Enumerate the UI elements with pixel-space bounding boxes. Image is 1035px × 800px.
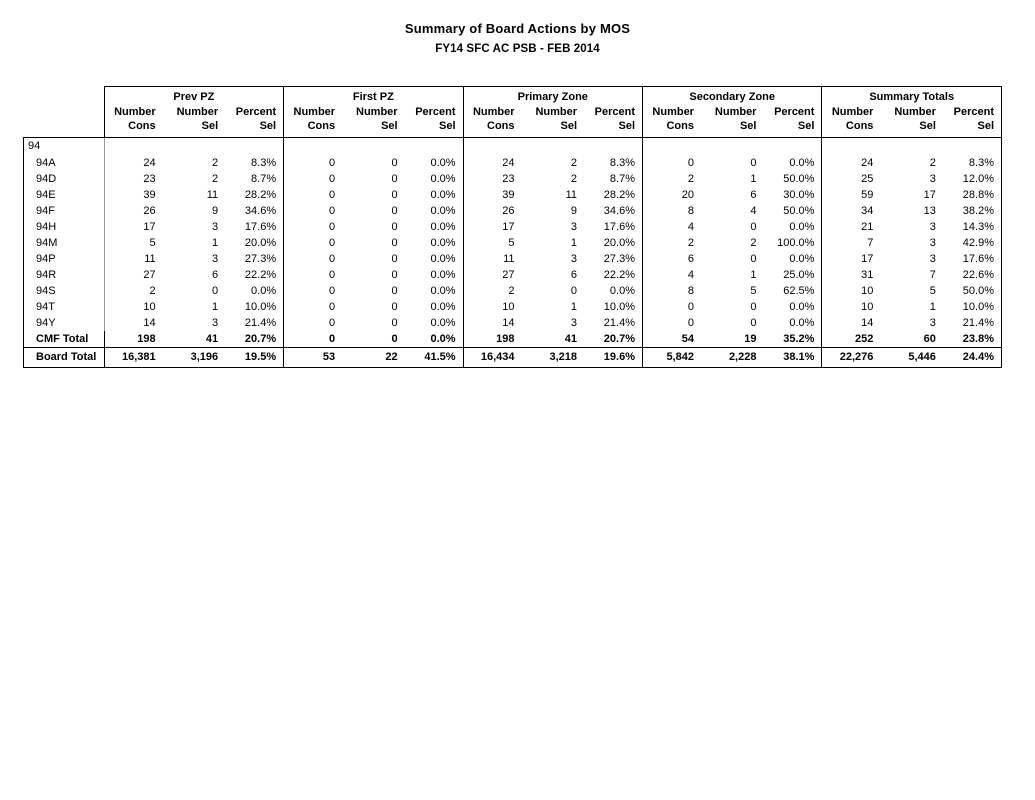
label-column-subheader — [24, 105, 105, 138]
cell-primary-number-cons: 17 — [463, 219, 521, 235]
subheader-line-1: Percent — [774, 105, 815, 118]
table-row — [24, 171, 1002, 187]
cell-primary-number-sel: 3 — [570, 220, 578, 233]
cell — [822, 138, 880, 155]
cell — [284, 138, 342, 155]
cell-prev-pz-number-cons: 11 — [104, 251, 162, 267]
cell-totals-number-sel: 2 — [929, 156, 936, 169]
cell-first-pz-percent-sel: 0.0% — [430, 316, 456, 329]
table-row-board-total — [24, 347, 1002, 367]
cell-secondary-number-cons: 4 — [643, 267, 701, 283]
cell-prev-pz-number-sel: 11 — [206, 188, 219, 201]
cell-primary-number-sel: 11 — [565, 188, 578, 201]
cell-first-pz-number-sel: 0 — [391, 220, 398, 233]
group-header-secondary-zone: Secondary Zone — [643, 87, 822, 105]
cell-secondary-number-cons: 0 — [643, 315, 701, 331]
cell-secondary-percent-sel: 0.0% — [789, 220, 815, 233]
cell-primary-number-cons: 24 — [463, 155, 521, 171]
cell-first-pz-number-cons: 0 — [284, 235, 342, 251]
subheader-line-2: Sel — [919, 120, 936, 132]
cell-totals-percent-sel: 38.2% — [943, 203, 1002, 219]
board-actions-table — [23, 86, 1002, 368]
cell-first-pz-percent-sel: 0.0% — [430, 252, 456, 265]
cell-primary-percent-sel: 34.6% — [603, 204, 635, 217]
cell — [643, 138, 701, 155]
cell-prev-pz-percent-sel: 21.4% — [244, 316, 277, 329]
cell — [763, 138, 821, 155]
cell-prev-pz-number-cons: 10 — [104, 299, 162, 315]
cell-first-pz-percent-sel: 0.0% — [430, 188, 456, 201]
cell-totals-percent-sel: 17.6% — [943, 251, 1002, 267]
cell-secondary-percent-sel: 25.0% — [783, 268, 815, 281]
cell-first-pz-percent-sel: 0.0% — [430, 268, 456, 281]
subheader-line-1: Percent — [235, 105, 277, 118]
row-label: 94M — [24, 235, 105, 251]
cell-totals-number-cons: 14 — [822, 315, 880, 331]
cell-totals-number-cons: 10 — [822, 299, 880, 315]
cell-first-pz-number-sel: 22 — [342, 347, 405, 367]
group-header-summary-totals: Summary Totals — [822, 87, 1002, 105]
cell — [463, 138, 521, 155]
row-label: 94P — [24, 251, 105, 267]
cell-prev-pz-number-sel: 3 — [212, 220, 219, 233]
cell-prev-pz-number-cons: 26 — [104, 203, 162, 219]
subheader-secondary-zone-number-sel — [701, 105, 764, 138]
table-row — [24, 155, 1002, 171]
cell-totals-number-sel: 3 — [929, 316, 936, 329]
cell-primary-percent-sel: 8.7% — [609, 172, 635, 185]
cell — [405, 138, 463, 155]
subheader-line-1: Percent — [953, 105, 994, 118]
cell-primary-percent-sel: 17.6% — [603, 220, 635, 233]
cell-prev-pz-percent-sel: 0.0% — [251, 284, 277, 297]
cell-primary-number-cons: 26 — [463, 203, 521, 219]
cell-secondary-number-sel: 0 — [750, 156, 757, 169]
cell-first-pz-number-sel: 0 — [391, 172, 398, 185]
subheader-line-2: Sel — [439, 120, 456, 132]
subheader-line-2: Sel — [618, 120, 635, 132]
cell-secondary-number-cons: 5,842 — [643, 347, 701, 367]
row-label-board-total: Board Total — [24, 347, 105, 367]
cell-prev-pz-percent-sel: 17.6% — [244, 220, 277, 233]
cell-totals-percent-sel: 23.8% — [943, 331, 1002, 348]
table-row — [24, 267, 1002, 283]
cell-prev-pz-number-cons: 27 — [104, 267, 162, 283]
cell-prev-pz-percent-sel: 8.3% — [251, 156, 277, 169]
cell-prev-pz-number-sel: 2 — [212, 172, 219, 185]
table-body — [24, 138, 1002, 368]
cell-prev-pz-percent-sel: 34.6% — [244, 204, 277, 217]
cell-secondary-percent-sel: 0.0% — [789, 300, 815, 313]
cell-totals-percent-sel: 10.0% — [943, 299, 1002, 315]
cell-totals-number-sel: 13 — [923, 204, 936, 217]
subheader-line-1: Number — [535, 105, 578, 118]
cell-prev-pz-number-cons: 17 — [104, 219, 162, 235]
cell-first-pz-percent-sel: 0.0% — [430, 236, 456, 249]
cell-primary-percent-sel: 27.3% — [603, 252, 635, 265]
subheader-line-2: Sel — [201, 120, 219, 132]
cell-secondary-percent-sel: 50.0% — [783, 204, 815, 217]
cell-prev-pz-number-sel: 41 — [205, 332, 219, 345]
subheader-prev-pz-number-sel — [163, 105, 226, 138]
cell-secondary-number-cons: 0 — [643, 299, 701, 315]
cell-first-pz-number-cons: 0 — [284, 315, 342, 331]
cell-prev-pz-number-sel: 3,196 — [163, 347, 226, 367]
cell-primary-number-sel: 2 — [570, 156, 578, 169]
table-row — [24, 283, 1002, 299]
cell-totals-number-sel: 17 — [923, 188, 936, 201]
subheader-secondary-zone-percent-sel — [763, 105, 821, 138]
cell-totals-number-sel: 5 — [929, 284, 936, 297]
subheader-primary-zone-number-sel — [522, 105, 585, 138]
cell-prev-pz-number-cons: 2 — [104, 283, 162, 299]
subheader-first-pz-number-cons — [284, 105, 342, 138]
cell — [104, 138, 162, 155]
cell-prev-pz-percent-sel: 10.0% — [244, 300, 277, 313]
cell-primary-number-cons: 27 — [463, 267, 521, 283]
cell-totals-percent-sel: 24.4% — [943, 347, 1002, 367]
cell-secondary-percent-sel: 62.5% — [783, 284, 815, 297]
row-label: 94Y — [24, 315, 105, 331]
subheader-line-1: Number — [356, 105, 398, 118]
cell-totals-number-cons: 7 — [822, 235, 880, 251]
cell-prev-pz-number-cons: 5 — [104, 235, 162, 251]
cell-secondary-number-sel: 19 — [744, 332, 757, 345]
cell-totals-number-sel: 3 — [929, 252, 936, 265]
cell-secondary-number-sel: 2,228 — [701, 347, 764, 367]
cell-totals-percent-sel: 14.3% — [943, 219, 1002, 235]
cell-secondary-percent-sel: 38.1% — [763, 347, 821, 367]
cell-first-pz-number-cons: 0 — [284, 203, 342, 219]
cell-primary-percent-sel: 21.4% — [603, 316, 635, 329]
cell-first-pz-percent-sel: 0.0% — [430, 156, 456, 169]
cell-totals-number-cons: 24 — [822, 155, 880, 171]
cell-first-pz-number-cons: 0 — [284, 219, 342, 235]
cell-secondary-number-cons: 54 — [643, 331, 701, 348]
table-row — [24, 299, 1002, 315]
row-label: 94E — [24, 187, 105, 203]
summary-table-container — [23, 86, 1002, 368]
cell-secondary-percent-sel: 0.0% — [789, 252, 815, 265]
cell-totals-number-cons: 59 — [822, 187, 880, 203]
cell — [163, 138, 226, 155]
cell-totals-number-cons: 22,276 — [822, 347, 880, 367]
cell-prev-pz-percent-sel: 20.7% — [244, 332, 277, 345]
cell-primary-number-cons: 10 — [463, 299, 521, 315]
cell-primary-percent-sel: 19.6% — [584, 347, 642, 367]
cell-primary-number-cons: 11 — [463, 251, 521, 267]
group-header-first-pz: First PZ — [284, 87, 463, 105]
subheader-prev-pz-percent-sel — [225, 105, 283, 138]
cell-secondary-percent-sel: 100.0% — [777, 236, 815, 249]
cell-totals-number-cons: 252 — [822, 331, 880, 348]
cell-secondary-percent-sel: 30.0% — [783, 188, 815, 201]
subheader-line-1: Number — [472, 105, 515, 118]
cell-secondary-percent-sel: 0.0% — [789, 316, 815, 329]
cell-primary-percent-sel: 20.7% — [603, 332, 635, 345]
subheader-line-2: Cons — [307, 120, 336, 132]
subheader-line-1: Number — [714, 105, 757, 118]
cell-primary-percent-sel: 10.0% — [603, 300, 635, 313]
cell-secondary-number-sel: 5 — [750, 284, 757, 297]
cell-first-pz-number-cons: 0 — [284, 283, 342, 299]
row-label: 94R — [24, 267, 105, 283]
cell-prev-pz-number-cons: 14 — [104, 315, 162, 331]
cell-prev-pz-number-sel: 1 — [212, 236, 219, 249]
subheader-line-1: Number — [114, 105, 156, 118]
cell-primary-number-sel: 6 — [570, 268, 578, 281]
cell-prev-pz-number-sel: 9 — [212, 204, 219, 217]
subheader-summary-totals-number-cons — [822, 105, 880, 138]
cell — [342, 138, 405, 155]
cell-primary-percent-sel: 28.2% — [603, 188, 635, 201]
cell-totals-number-cons: 25 — [822, 171, 880, 187]
cell-primary-number-sel: 1 — [570, 236, 578, 249]
cell-prev-pz-number-sel: 3 — [212, 252, 219, 265]
sub-header-row — [24, 105, 1002, 138]
document-titles — [0, 0, 1035, 57]
table-row — [24, 187, 1002, 203]
table-row-cmf-total — [24, 331, 1002, 348]
subheader-line-2: Sel — [381, 120, 398, 132]
table-row — [24, 251, 1002, 267]
cell-first-pz-number-sel: 0 — [391, 156, 398, 169]
subheader-first-pz-number-sel — [342, 105, 405, 138]
cell-primary-number-sel: 3,218 — [522, 347, 585, 367]
subheader-secondary-zone-number-cons — [643, 105, 701, 138]
row-label: 94S — [24, 283, 105, 299]
cell-totals-percent-sel: 21.4% — [943, 315, 1002, 331]
row-label-cmf-total: CMF Total — [24, 331, 105, 348]
cell-secondary-percent-sel: 0.0% — [789, 156, 815, 169]
cell-first-pz-number-cons: 0 — [284, 187, 342, 203]
cell-secondary-number-cons: 20 — [643, 187, 701, 203]
cell — [522, 138, 585, 155]
cell-prev-pz-number-sel: 1 — [212, 300, 219, 313]
table-row — [24, 235, 1002, 251]
cell-prev-pz-number-cons: 23 — [104, 171, 162, 187]
cell-prev-pz-percent-sel: 8.7% — [251, 172, 277, 185]
page-title: Summary of Board Actions by MOS — [404, 21, 631, 36]
subheader-first-pz-percent-sel — [405, 105, 463, 138]
cell-primary-percent-sel: 20.0% — [603, 236, 635, 249]
cell-first-pz-percent-sel: 0.0% — [430, 332, 456, 345]
cell — [584, 138, 642, 155]
row-label: 94A — [24, 155, 105, 171]
cell-secondary-number-cons: 4 — [643, 219, 701, 235]
cell-totals-percent-sel: 22.6% — [943, 267, 1002, 283]
row-label: 94D — [24, 171, 105, 187]
cell-prev-pz-number-sel: 0 — [212, 284, 219, 297]
table-row — [24, 219, 1002, 235]
subheader-primary-zone-number-cons — [463, 105, 521, 138]
subheader-line-2: Sel — [259, 120, 277, 132]
cell-totals-number-cons: 34 — [822, 203, 880, 219]
cell-totals-number-cons: 10 — [822, 283, 880, 299]
subheader-line-2: Sel — [560, 120, 578, 132]
subheader-summary-totals-number-sel — [880, 105, 943, 138]
cell-first-pz-number-cons: 0 — [284, 251, 342, 267]
cell-first-pz-number-cons: 0 — [284, 299, 342, 315]
cell-first-pz-percent-sel: 41.5% — [405, 347, 463, 367]
row-label: 94T — [24, 299, 105, 315]
cell-prev-pz-percent-sel: 19.5% — [225, 347, 283, 367]
cell-secondary-number-cons: 6 — [643, 251, 701, 267]
subheader-line-1: Percent — [415, 105, 456, 118]
cell-first-pz-number-sel: 0 — [391, 252, 398, 265]
cell-prev-pz-number-sel: 3 — [212, 316, 219, 329]
cell-totals-number-sel: 1 — [929, 300, 936, 313]
cell-totals-percent-sel: 28.8% — [943, 187, 1002, 203]
subheader-line-1: Number — [293, 105, 336, 118]
cell-first-pz-number-cons: 0 — [284, 267, 342, 283]
cell-secondary-number-sel: 0 — [750, 252, 757, 265]
cell — [880, 138, 943, 155]
cell-secondary-number-cons: 0 — [643, 155, 701, 171]
cell-secondary-number-cons: 8 — [643, 203, 701, 219]
cell-primary-number-cons: 5 — [463, 235, 521, 251]
page-subtitle: FY14 SFC AC PSB - FEB 2014 — [435, 43, 600, 55]
subheader-line-2: Sel — [739, 120, 757, 132]
cell-first-pz-number-cons: 53 — [284, 347, 342, 367]
cell-primary-number-cons: 39 — [463, 187, 521, 203]
cell-prev-pz-number-sel: 6 — [212, 268, 219, 281]
cell-secondary-number-cons: 2 — [643, 235, 701, 251]
row-label: 94H — [24, 219, 105, 235]
cell-totals-number-sel: 3 — [929, 220, 936, 233]
cell-first-pz-number-cons: 0 — [284, 331, 342, 348]
cell-primary-percent-sel: 0.0% — [609, 284, 635, 297]
cell-totals-number-cons: 31 — [822, 267, 880, 283]
row-label: 94F — [24, 203, 105, 219]
subheader-line-2: Cons — [128, 120, 156, 132]
table-row-group-94 — [24, 138, 1002, 155]
cell-totals-number-cons: 17 — [822, 251, 880, 267]
cell — [225, 138, 283, 155]
group-header-row — [24, 87, 1002, 105]
cell-secondary-percent-sel: 50.0% — [783, 172, 815, 185]
cell-primary-number-sel: 3 — [570, 252, 578, 265]
cell-prev-pz-percent-sel: 27.3% — [244, 252, 277, 265]
cell-totals-number-sel: 3 — [929, 172, 936, 185]
subheader-line-1: Number — [176, 105, 219, 118]
cell-totals-number-cons: 21 — [822, 219, 880, 235]
cell-prev-pz-number-sel: 2 — [212, 156, 219, 169]
subheader-line-1: Number — [652, 105, 694, 118]
table-head — [24, 87, 1002, 138]
cell-secondary-number-sel: 6 — [750, 188, 757, 201]
cell-first-pz-number-sel: 0 — [391, 316, 398, 329]
group-header-primary-zone: Primary Zone — [463, 87, 642, 105]
cell-totals-percent-sel: 8.3% — [943, 155, 1002, 171]
subheader-line-2: Sel — [797, 120, 815, 132]
cell-first-pz-number-sel: 0 — [391, 188, 398, 201]
subheader-line-1: Number — [831, 105, 874, 118]
cell-prev-pz-percent-sel: 22.2% — [244, 268, 277, 281]
cell-prev-pz-number-cons: 24 — [104, 155, 162, 171]
cell-primary-percent-sel: 8.3% — [609, 156, 635, 169]
cell-primary-number-sel: 1 — [570, 300, 578, 313]
cell-secondary-number-sel: 0 — [750, 220, 757, 233]
cell-totals-number-sel: 7 — [929, 268, 936, 281]
cell-first-pz-number-cons: 0 — [284, 171, 342, 187]
cell-first-pz-number-sel: 0 — [391, 300, 398, 313]
cell-first-pz-percent-sel: 0.0% — [430, 204, 456, 217]
cell-prev-pz-percent-sel: 28.2% — [244, 188, 277, 201]
cell-primary-number-sel: 3 — [570, 316, 578, 329]
cell-first-pz-number-cons: 0 — [284, 155, 342, 171]
subheader-primary-zone-percent-sel — [584, 105, 642, 138]
cell-first-pz-percent-sel: 0.0% — [430, 300, 456, 313]
cell-first-pz-number-sel: 0 — [391, 268, 398, 281]
subheader-prev-pz-number-cons — [104, 105, 162, 138]
cell-totals-number-sel: 3 — [929, 236, 936, 249]
cell-first-pz-percent-sel: 0.0% — [430, 172, 456, 185]
cell-totals-number-sel: 60 — [923, 332, 936, 345]
cell-first-pz-number-sel: 0 — [391, 332, 398, 345]
table-row — [24, 203, 1002, 219]
subheader-line-2: Sel — [977, 120, 994, 132]
cell-primary-number-sel: 0 — [570, 284, 578, 297]
cell-first-pz-percent-sel: 0.0% — [430, 284, 456, 297]
table-row — [24, 315, 1002, 331]
cell-primary-number-sel: 41 — [564, 332, 578, 345]
cell-secondary-number-sel: 0 — [750, 316, 757, 329]
cell-primary-number-cons: 198 — [463, 331, 521, 348]
cell-primary-number-cons: 16,434 — [463, 347, 521, 367]
cell-primary-number-sel: 2 — [570, 172, 578, 185]
subheader-line-2: Cons — [666, 120, 694, 132]
cell-secondary-number-sel: 1 — [750, 172, 757, 185]
cell-prev-pz-percent-sel: 20.0% — [244, 236, 277, 249]
cell-prev-pz-number-cons: 16,381 — [104, 347, 162, 367]
row-group-label: 94 — [24, 138, 105, 155]
cell-first-pz-number-sel: 0 — [391, 236, 398, 249]
cell-secondary-number-sel: 1 — [750, 268, 757, 281]
cell-prev-pz-number-cons: 39 — [104, 187, 162, 203]
subheader-line-2: Cons — [845, 120, 874, 132]
cell-totals-percent-sel: 42.9% — [943, 235, 1002, 251]
cell-secondary-percent-sel: 35.2% — [783, 332, 815, 345]
cell-secondary-number-sel: 2 — [750, 236, 757, 249]
group-header-prev-pz: Prev PZ — [104, 87, 283, 105]
subheader-line-1: Percent — [594, 105, 635, 118]
subheader-line-1: Number — [894, 105, 936, 118]
label-column-header — [24, 87, 105, 105]
cell-first-pz-number-sel: 0 — [391, 284, 398, 297]
cell — [701, 138, 764, 155]
cell-secondary-number-cons: 8 — [643, 283, 701, 299]
cell-primary-percent-sel: 22.2% — [603, 268, 635, 281]
cell — [943, 138, 1002, 155]
cell-primary-number-cons: 14 — [463, 315, 521, 331]
cell-totals-percent-sel: 12.0% — [943, 171, 1002, 187]
cell-first-pz-number-sel: 0 — [391, 204, 398, 217]
cell-totals-number-sel: 5,446 — [880, 347, 943, 367]
cell-primary-number-cons: 2 — [463, 283, 521, 299]
cell-totals-percent-sel: 50.0% — [943, 283, 1002, 299]
cell-primary-number-cons: 23 — [463, 171, 521, 187]
cell-primary-number-sel: 9 — [570, 204, 578, 217]
cell-prev-pz-number-cons: 198 — [104, 331, 162, 348]
cell-secondary-number-sel: 4 — [750, 204, 757, 217]
subheader-summary-totals-percent-sel — [943, 105, 1002, 138]
cell-secondary-number-cons: 2 — [643, 171, 701, 187]
subheader-line-2: Cons — [487, 120, 515, 132]
cell-first-pz-percent-sel: 0.0% — [430, 220, 456, 233]
cell-secondary-number-sel: 0 — [750, 300, 757, 313]
